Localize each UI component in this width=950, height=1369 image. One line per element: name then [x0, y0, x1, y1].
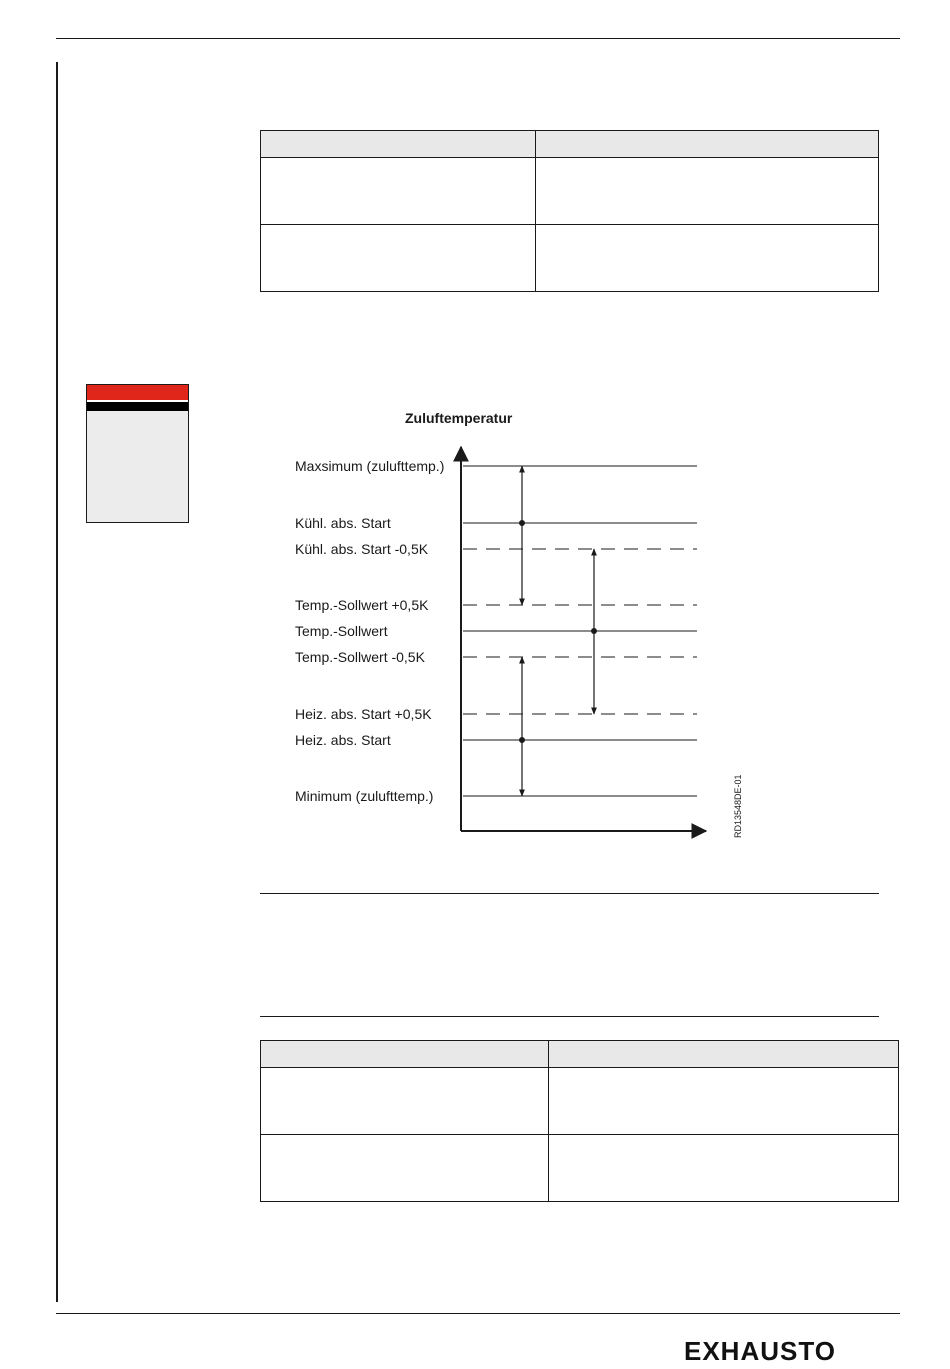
exhausto-logo: EXHAUSTO — [684, 1336, 836, 1366]
table-row — [261, 1068, 899, 1135]
level-label: Temp.-Sollwert -0,5K — [295, 649, 425, 665]
table-cell — [549, 1068, 899, 1135]
table-cell — [549, 1135, 899, 1202]
bottom-table — [260, 1040, 899, 1202]
section-rule — [260, 1016, 879, 1017]
level-label: Kühl. abs. Start — [295, 515, 391, 531]
level-label: Minimum (zulufttemp.) — [295, 788, 434, 804]
table-header-cell — [549, 1041, 899, 1068]
level-label: Kühl. abs. Start -0,5K — [295, 541, 429, 557]
section-rule — [260, 893, 879, 894]
level-label: Heiz. abs. Start — [295, 732, 391, 748]
table-header-row — [261, 1041, 899, 1068]
range-midpoint — [591, 628, 597, 634]
level-label: Heiz. abs. Start +0,5K — [295, 706, 432, 722]
table-header-cell — [261, 1041, 549, 1068]
level-label: Temp.-Sollwert — [295, 623, 388, 639]
drawing-code: RD13548DE-01 — [733, 774, 743, 838]
diagram-title: Zuluftemperatur — [405, 410, 513, 426]
level-label: Temp.-Sollwert +0,5K — [295, 597, 429, 613]
range-midpoint — [519, 520, 525, 526]
table-row — [261, 1135, 899, 1202]
level-label: Maxsimum (zulufttemp.) — [295, 458, 445, 474]
table-cell — [261, 1068, 549, 1135]
range-midpoint — [519, 737, 525, 743]
table-cell — [261, 1135, 549, 1202]
